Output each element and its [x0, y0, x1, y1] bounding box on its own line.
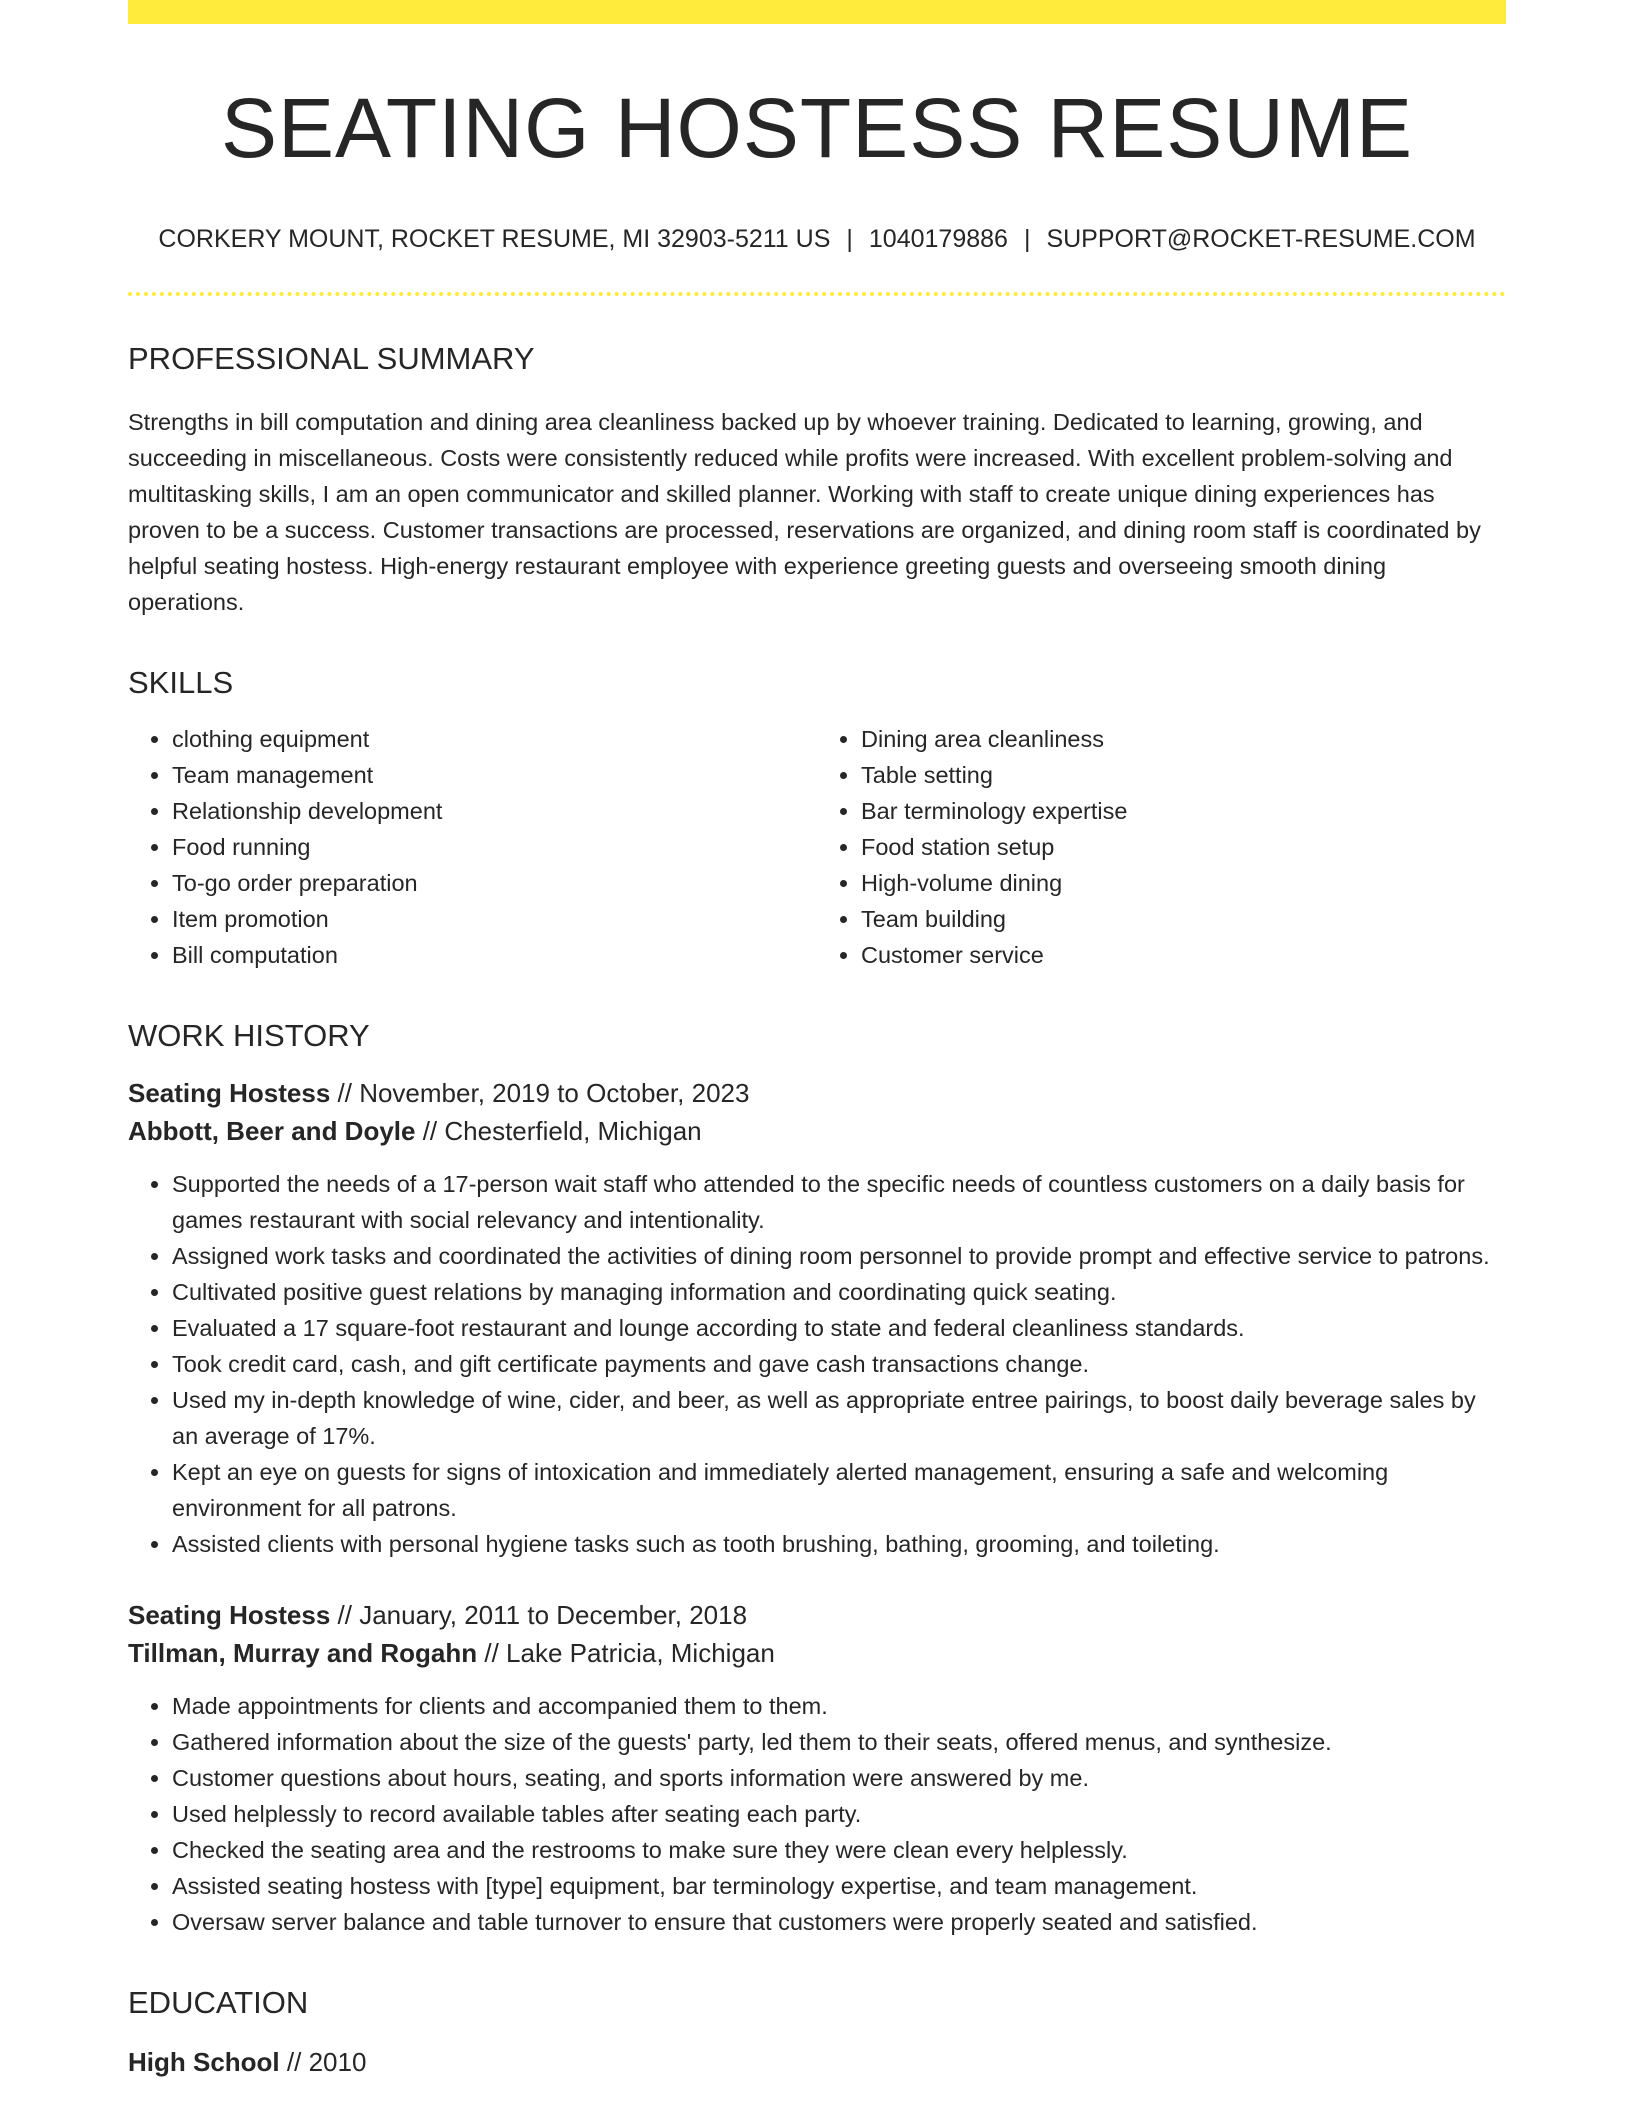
skill-item: • Team management: [172, 757, 817, 793]
education-year: // 2010: [279, 2047, 367, 2078]
skill-item: • Food station setup: [861, 829, 1506, 865]
job-bullet: • Took credit card, cash, and gift certificate payments and gave cash transactions change.: [172, 1346, 1506, 1382]
job-role-line: [128, 1074, 1506, 1112]
job-bullet: • Assigned work tasks and coordinated the activities of dining room personnel to provide prompt and effective service to patrons.: [172, 1238, 1506, 1274]
job-entry: [128, 1074, 1506, 1562]
contact-separator: |: [1023, 225, 1031, 254]
education-entry: [128, 2043, 1506, 2081]
accent-bar: [128, 0, 1506, 24]
job-bullet: • Kept an eye on guests for signs of intoxication and immediately alerted management, ensuring a safe and welcoming environment for all patrons.: [172, 1454, 1506, 1526]
skill-item: • Bill computation: [172, 937, 817, 973]
job-bullets: [128, 1166, 1506, 1562]
contact-address: CORKERY MOUNT, ROCKET RESUME, MI 32903-5211 US: [158, 225, 831, 254]
job-bullet: • Made appointments for clients and accompanied them to them.: [172, 1688, 1506, 1724]
skills-column-left: [128, 721, 817, 973]
job-bullet: • Used helplessly to record available tables after seating each party.: [172, 1796, 1506, 1832]
skill-item: • Item promotion: [172, 901, 817, 937]
skill-item: • To-go order preparation: [172, 865, 817, 901]
job-company: Tillman, Murray and Rogahn: [128, 1637, 478, 1668]
education-degree: High School: [128, 2047, 280, 2078]
contact-separator: |: [846, 225, 853, 254]
job-bullet: • Assisted clients with personal hygiene tasks such as tooth brushing, bathing, grooming, and toileting.: [172, 1526, 1506, 1562]
job-bullet: • Cultivated positive guest relations by managing information and coordinating quick seating.: [172, 1274, 1506, 1310]
job-bullet: • Gathered information about the size of the guests' party, led them to their seats, offered menus, and synthesize.: [172, 1724, 1506, 1760]
job-bullet: • Supported the needs of a 17-person wait staff who attended to the specific needs of countless customers on a daily basis for games restaurant with social relevancy and intentionality.: [172, 1166, 1506, 1238]
contact-email[interactable]: SUPPORT@ROCKET-RESUME.COM: [1046, 225, 1476, 254]
skill-item: • Table setting: [861, 757, 1506, 793]
resume-page: [128, 0, 1506, 2081]
skills-heading: SKILLS: [128, 664, 234, 700]
contact-line: [128, 224, 1506, 254]
skills-list: [128, 721, 1506, 973]
job-bullet: • Customer questions about hours, seating, and sports information were answered by me.: [172, 1760, 1506, 1796]
skill-item: • Dining area cleanliness: [861, 721, 1506, 757]
dotted-divider: [128, 292, 1506, 296]
skill-item: • Customer service: [861, 937, 1506, 973]
job-location: // Chesterfield, Michigan: [415, 1115, 702, 1146]
resume-title: SEATING HOSTESS RESUME: [221, 81, 1413, 175]
job-bullet: • Used my in-depth knowledge of wine, cider, and beer, as well as appropriate entree pairings, to boost daily beverage sales by an average of 17%.: [172, 1382, 1506, 1454]
job-bullet: • Evaluated a 17 square-foot restaurant and lounge according to state and federal cleanliness standards.: [172, 1310, 1506, 1346]
skill-item: • Food running: [172, 829, 817, 865]
job-company-line: [128, 1112, 1506, 1150]
work-history-heading: WORK HISTORY: [128, 1017, 370, 1053]
job-bullet: • Assisted seating hostess with [type] equipment, bar terminology expertise, and team management.: [172, 1868, 1506, 1904]
skill-item: • Team building: [861, 901, 1506, 937]
job-role-line: [128, 1596, 1506, 1634]
job-role: Seating Hostess: [128, 1077, 331, 1108]
education-heading: EDUCATION: [128, 1984, 309, 2020]
job-company: Abbott, Beer and Doyle: [128, 1115, 416, 1146]
summary-heading: PROFESSIONAL SUMMARY: [128, 341, 535, 377]
skill-item: • Relationship development: [172, 793, 817, 829]
job-dates: // January, 2011 to December, 2018: [330, 1599, 748, 1630]
job-location: // Lake Patricia, Michigan: [477, 1637, 775, 1668]
job-bullet: • Oversaw server balance and table turnover to ensure that customers were properly seated and satisfied.: [172, 1904, 1506, 1940]
job-dates: // November, 2019 to October, 2023: [330, 1077, 750, 1108]
job-role: Seating Hostess: [128, 1599, 331, 1630]
job-company-line: [128, 1634, 1506, 1672]
skill-item: • clothing equipment: [172, 721, 817, 757]
job-bullets: [128, 1688, 1506, 1940]
summary-text: Strengths in bill computation and dining area cleanliness backed up by whoever training. Dedicated to learning, growing, and succeeding in miscellaneous. Costs were consistently reduced while profits were increased. With excellent problem-solving and multitasking skills, I am an open communicator and skilled planner. Working with staff to create unique dining experiences has proven to be a success. Customer transactions are processed, reservations are organized, and dining room staff is coordinated by helpful seating hostess. High-energy restaurant employee with experience greeting guests and overseeing smooth dining operations.: [128, 408, 1481, 615]
skills-column-right: [817, 721, 1506, 973]
job-entry: [128, 1596, 1506, 1940]
skill-item: • Bar terminology expertise: [861, 793, 1506, 829]
contact-phone: 1040179886: [868, 225, 1008, 254]
skill-item: • High-volume dining: [861, 865, 1506, 901]
job-bullet: • Checked the seating area and the restrooms to make sure they were clean every helplessly.: [172, 1832, 1506, 1868]
